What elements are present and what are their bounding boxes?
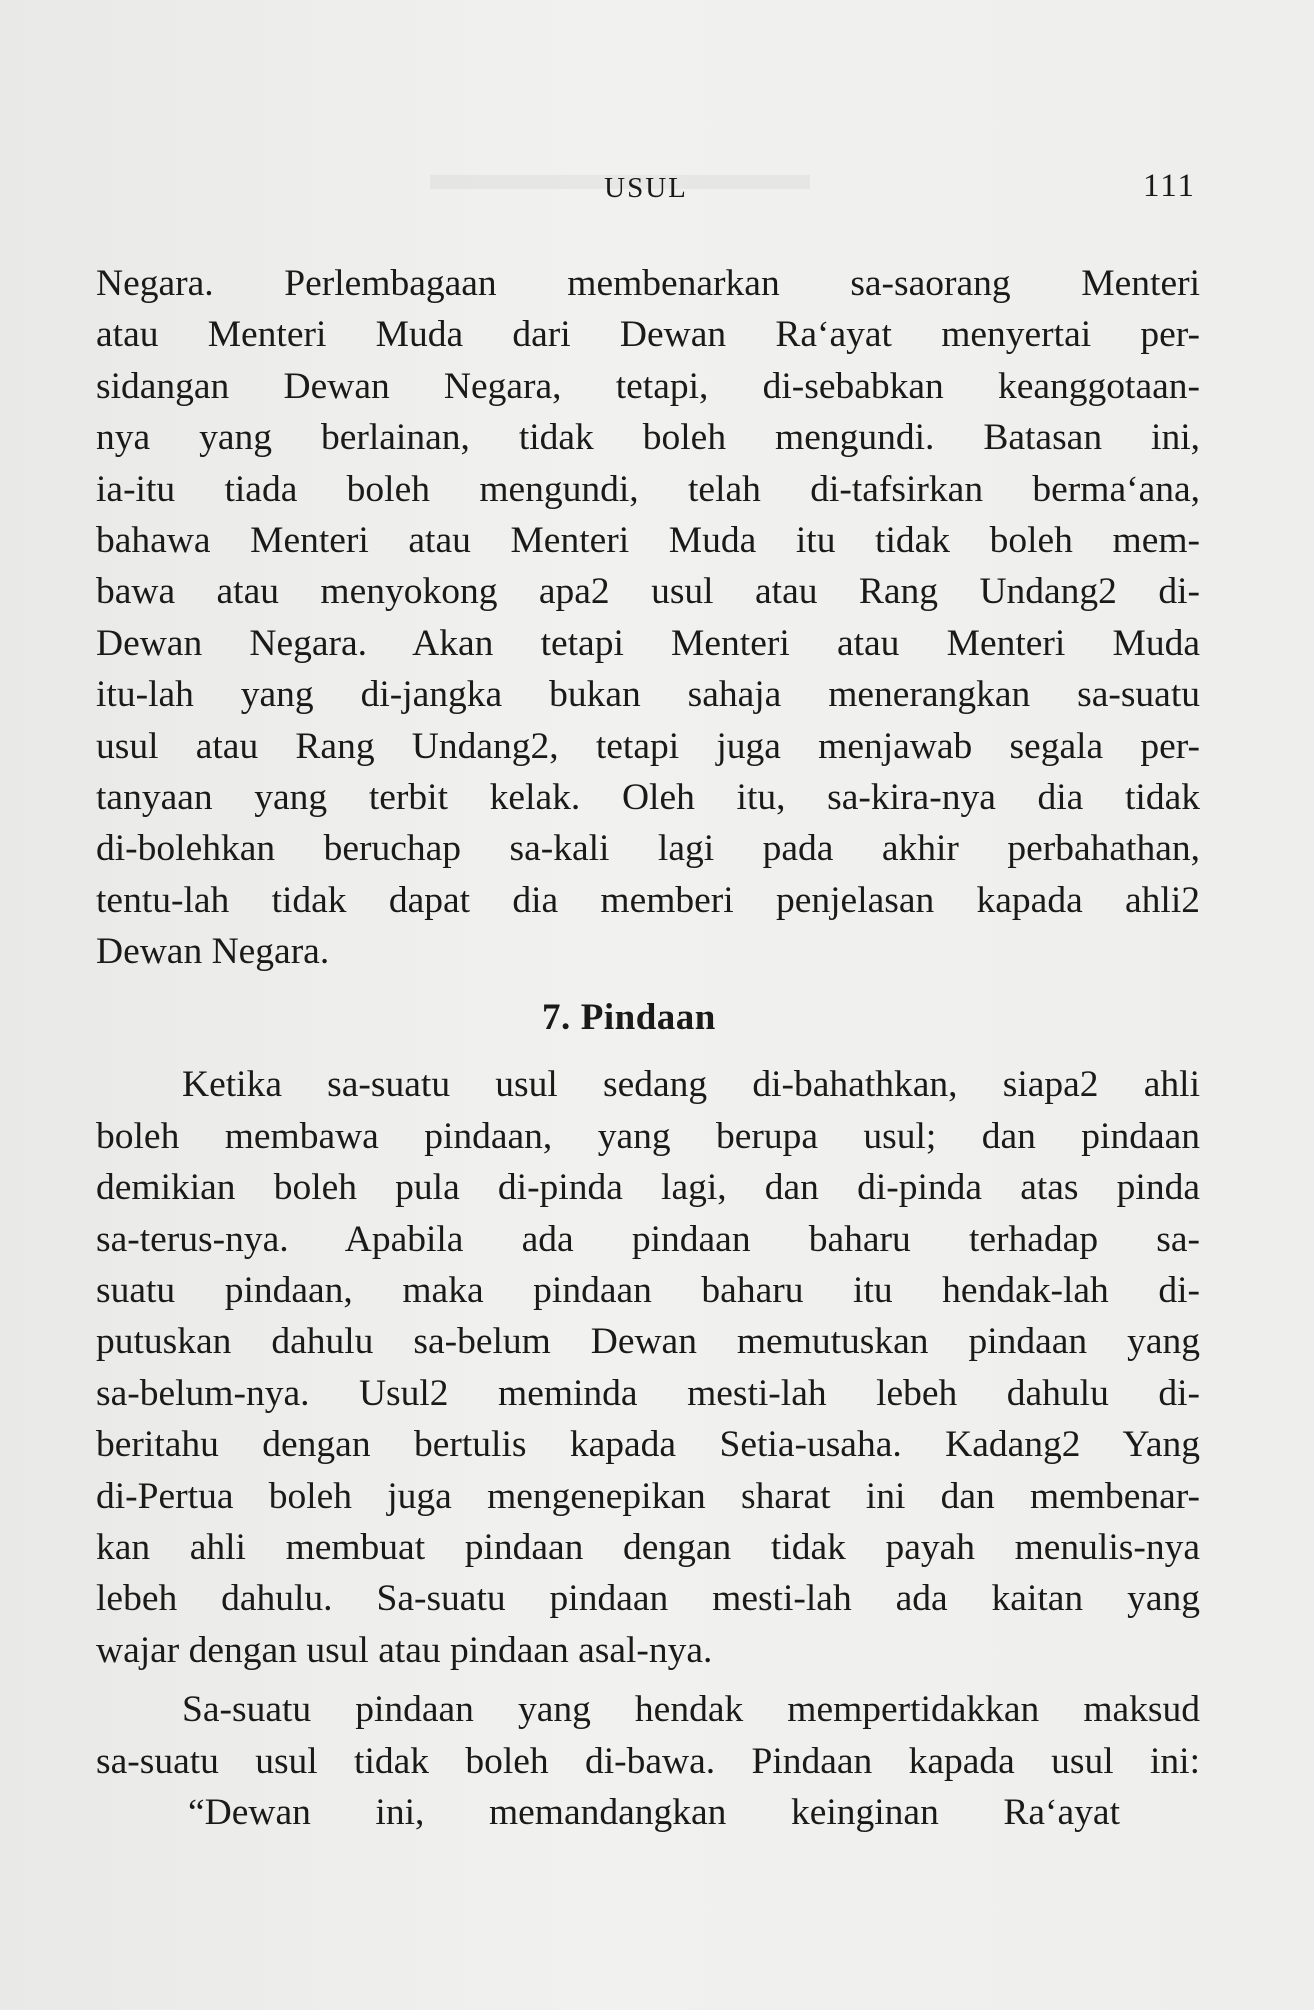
section-title: Pindaan <box>580 997 716 1039</box>
text-line: tanyaan yang terbit kelak. Oleh itu, sa-kira-nya dia tidak <box>96 776 1200 818</box>
text-line: suatu pindaan, maka pindaan baharu itu hendak-lah di- <box>96 1270 1200 1312</box>
text-line: di-bolehkan beruchap sa-kali lagi pada akhir perbahathan, <box>96 828 1200 870</box>
section-number: 7. <box>542 997 571 1039</box>
paragraph-2 <box>96 1059 1200 1676</box>
text-line: Ketika sa-suatu usul sedang di-bahathkan, siapa2 ahli <box>182 1064 1200 1106</box>
text-line: Sa-suatu pindaan yang hendak mempertidakkan maksud <box>182 1689 1200 1731</box>
running-header <box>96 168 1196 208</box>
text-line: usul atau Rang Undang2, tetapi juga menjawab segala per- <box>96 725 1200 767</box>
text-line: beritahu dengan bertulis kapada Setia-usaha. Kadang2 Yang <box>96 1424 1200 1466</box>
running-title: USUL <box>604 172 688 204</box>
text-line: kan ahli membuat pindaan dengan tidak payah menulis-nya <box>96 1526 1200 1568</box>
paragraph-1 <box>96 258 1200 977</box>
text-line: putuskan dahulu sa-belum Dewan memutuskan pindaan yang <box>96 1321 1200 1363</box>
text-line: itu-lah yang di-jangka bukan sahaja menerangkan sa-suatu <box>96 674 1200 716</box>
text-line: bahawa Menteri atau Menteri Muda itu tidak boleh mem- <box>96 519 1200 561</box>
text-line: sa-suatu usul tidak boleh di-bawa. Pindaan kapada usul ini: <box>96 1740 1200 1782</box>
text-line: Dewan Negara. <box>96 931 330 973</box>
text-line: ia-itu tiada boleh mengundi, telah di-tafsirkan berma‘ana, <box>96 468 1200 510</box>
text-line: bawa atau menyokong apa2 usul atau Rang Undang2 di- <box>96 571 1200 613</box>
text-line: sa-terus-nya. Apabila ada pindaan baharu terhadap sa- <box>96 1218 1200 1260</box>
text-line: sa-belum-nya. Usul2 meminda mesti-lah lebeh dahulu di- <box>96 1372 1200 1414</box>
quotation-start: “Dewan ini, memandangkan keinginan Ra‘ayat <box>188 1791 1120 1833</box>
text-line: sidangan Dewan Negara, tetapi, di-sebabkan keanggotaan- <box>96 365 1200 407</box>
text-line: atau Menteri Muda dari Dewan Ra‘ayat menyertai per- <box>96 314 1200 356</box>
page-number: 111 <box>1142 168 1196 204</box>
text-line: nya yang berlainan, tidak boleh mengundi. Batasan ini, <box>96 417 1200 459</box>
text-line: lebeh dahulu. Sa-suatu pindaan mesti-lah ada kaitan yang <box>96 1578 1200 1620</box>
text-line: boleh membawa pindaan, yang berupa usul; dan pindaan <box>96 1115 1200 1157</box>
text-line: demikian boleh pula di-pinda lagi, dan di-pinda atas pinda <box>96 1167 1200 1209</box>
text-line: Negara. Perlembagaan membenarkan sa-saorang Menteri <box>96 263 1200 304</box>
paragraph-3 <box>96 1684 1200 1787</box>
text-line: wajar dengan usul atau pindaan asal-nya. <box>96 1629 713 1671</box>
section-heading <box>96 977 1200 1059</box>
text-line: tentu-lah tidak dapat dia memberi penjelasan kapada ahli2 <box>96 879 1200 921</box>
main-text <box>96 258 1200 1838</box>
text-line: di-Pertua boleh juga mengenepikan sharat ini dan membenar- <box>96 1475 1200 1517</box>
text-line: Dewan Negara. Akan tetapi Menteri atau Menteri Muda <box>96 622 1200 664</box>
